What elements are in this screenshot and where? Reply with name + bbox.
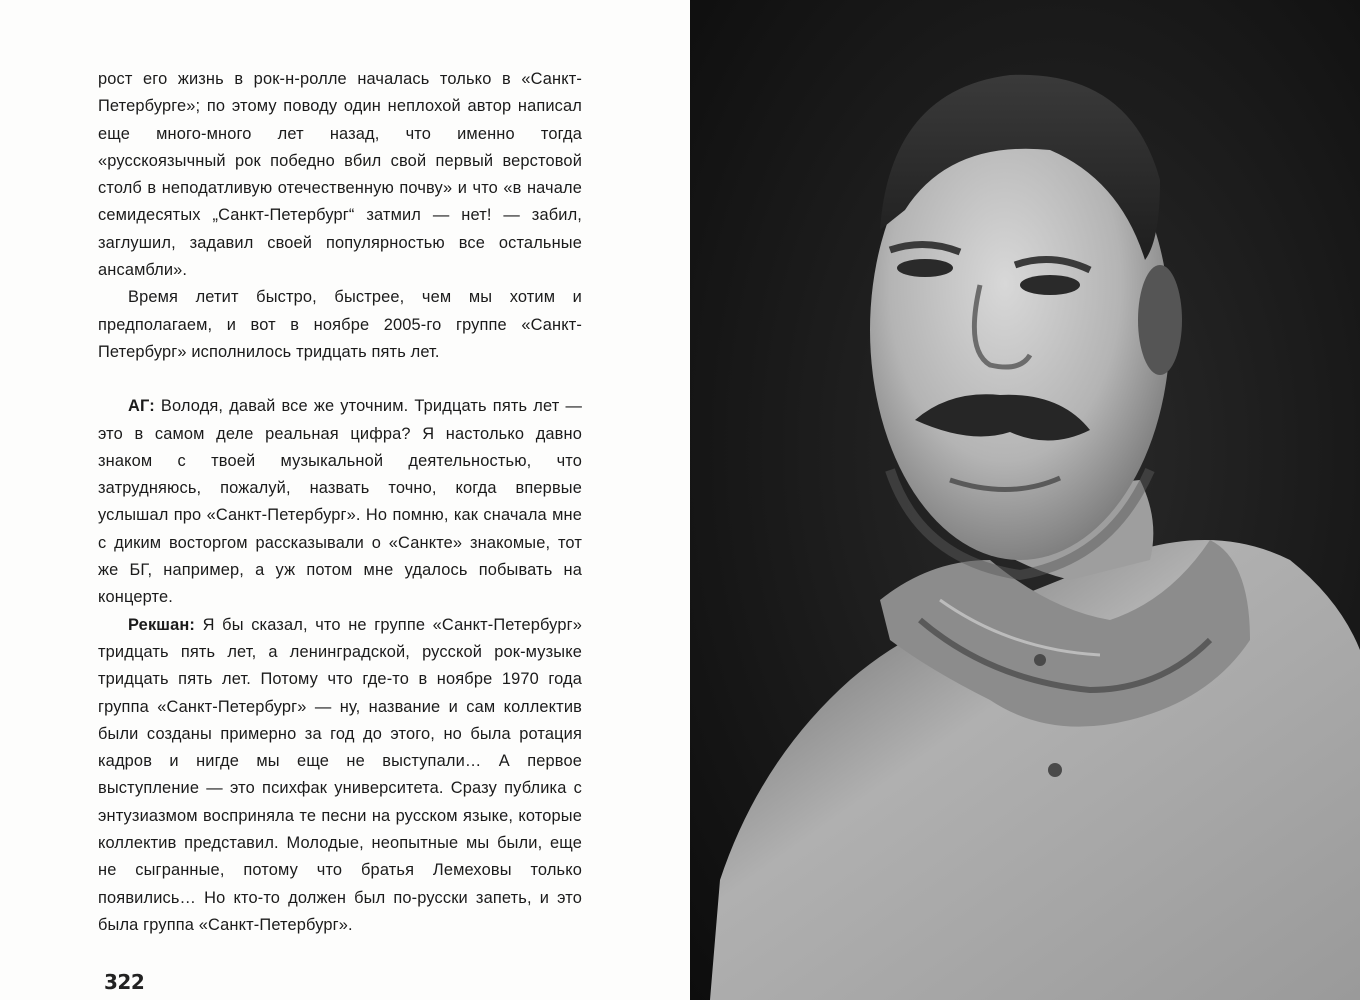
paragraph-text: рост его жизнь в рок-н-ролле началась только в «Санкт-Петербурге»; по этому поводу один неплохой автор написал еще много-много лет назад, что именно тогда «русскоязычный рок победно вбил свой первый верстовой столб в неподатливую отечественную почву» и что «в начале семидесятых „Санкт-Петербург“ затмил — нет! — забил, заглушил, задавил своей популярностью все остальные ансамбли». [98,70,582,280]
portrait-photo [690,0,1360,1000]
paragraph-answer [98,612,582,940]
paragraph-gap [98,366,582,393]
portrait-photo-icon [690,0,1360,1000]
paragraph-anniversary [98,284,582,366]
paragraph-text: Я бы сказал, что не группе «Санкт-Петербург» тридцать пять лет, а ленинградской, русской рок-музыке тридцать пять лет. Потому что где-то в ноябре 1970 года группа «Санкт-Петербург» — ну, название и сам коллектив были созданы примерно за год до этого, но была ротация кадров и нигде мы еще не выступали… А первое выступление — это психфак университета. Сразу публика с энтузиазмом восприняла те песни на русском языке, которые коллектив представил. Молодые, неопытные мы были, еще не сыгранные, потому что братья Лемеховы только появились… Но кто-то должен был по-русски запеть, и это была группа «Санкт-Петербург». [98,615,582,934]
speaker-label: Рекшан: [128,615,196,634]
speaker-label: АГ: [128,397,155,416]
text-column [98,66,582,939]
paragraph-text: Время летит быстро, быстрее, чем мы хотим и предполагаем, и вот в ноябре 2005-го группе «Санкт-Петербург» исполнилось тридцать пять лет. [98,288,582,361]
page-number: 322 [104,970,145,994]
paragraph-intro [98,66,582,284]
paragraph-question [98,393,582,611]
paragraph-text: Володя, давай все же уточним. Тридцать пять лет — это в самом деле реальная цифра? Я настолько давно знаком с твоей музыкальной деятельностью, что затрудняюсь, пожалуй, назвать точно, когда впервые услышал про «Санкт-Петербург». Но помню, как сначала мне с диким восторгом рассказывали о «Санкте» знакомые, тот же БГ, например, а уж потом мне удалось побывать на концерте. [98,397,582,607]
